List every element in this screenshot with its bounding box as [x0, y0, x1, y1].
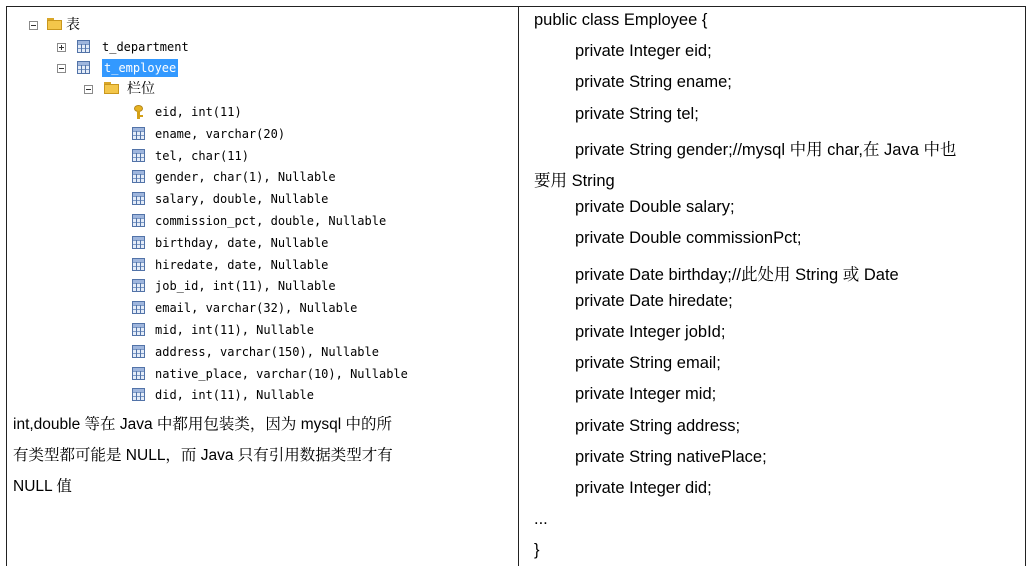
- tree-row: [7, 103, 512, 121]
- tree-row: [7, 386, 512, 404]
- tree-row: [7, 190, 512, 208]
- column-node[interactable]: birthday, date, Nullable: [155, 235, 329, 250]
- columns-folder-label[interactable]: 栏位: [127, 81, 155, 97]
- note-line: 有类型都可能是 NULL，而 Java 只有引用数据类型才有: [13, 447, 393, 464]
- tree-row: [7, 365, 512, 383]
- tree-row: [7, 147, 512, 165]
- code-line: private String tel;: [575, 104, 699, 123]
- folder-icon: [47, 18, 62, 30]
- column-node[interactable]: salary, double, Nullable: [155, 192, 329, 207]
- tree-row: [7, 38, 512, 56]
- column-icon: [132, 301, 145, 314]
- tree-row: [7, 212, 512, 230]
- table-icon: [77, 61, 90, 74]
- code-line: private Integer jobId;: [575, 323, 726, 341]
- code-line: private Date birthday;//此处用 String 或 Date: [575, 265, 899, 284]
- column-node[interactable]: tel, char(11): [155, 148, 249, 163]
- table-node-t_employee[interactable]: t_employee: [104, 61, 177, 75]
- folder-icon: [104, 82, 119, 94]
- key-icon: [132, 105, 145, 119]
- tree-root-label[interactable]: 表: [66, 17, 80, 33]
- column-node[interactable]: job_id, int(11), Nullable: [155, 279, 336, 294]
- column-icon: [132, 388, 145, 401]
- column-node[interactable]: gender, char(1), Nullable: [155, 170, 336, 185]
- note-line: NULL 值: [13, 478, 72, 495]
- column-icon: [132, 345, 145, 358]
- tree-row: [7, 299, 512, 317]
- code-line: private Integer did;: [575, 479, 712, 497]
- code-line: private Integer mid;: [575, 385, 717, 404]
- code-line: private String email;: [575, 354, 721, 373]
- table-node-t_department[interactable]: t_department: [102, 40, 189, 54]
- column-icon: [132, 323, 145, 336]
- code-line: ...: [534, 510, 548, 529]
- collapse-columns-toggle[interactable]: [84, 85, 93, 94]
- tree-row: [7, 125, 512, 143]
- column-node[interactable]: native_place, varchar(10), Nullable: [155, 366, 408, 381]
- column-node[interactable]: did, int(11), Nullable: [155, 388, 314, 403]
- column-icon: [132, 214, 145, 227]
- tree-row: [7, 256, 512, 274]
- left-cell: [7, 7, 518, 566]
- right-cell: [519, 7, 1025, 566]
- code-line: private Integer eid;: [575, 42, 712, 61]
- column-icon: [132, 127, 145, 140]
- collapse-table-toggle[interactable]: [57, 64, 66, 73]
- code-line: private String nativePlace;: [575, 447, 767, 466]
- column-node[interactable]: email, varchar(32), Nullable: [155, 301, 358, 316]
- code-line: 要用 String: [534, 172, 615, 190]
- column-icon: [132, 192, 145, 205]
- tree-row: [7, 16, 512, 34]
- column-node[interactable]: hiredate, date, Nullable: [155, 257, 329, 272]
- column-icon: [132, 236, 145, 249]
- column-node[interactable]: eid, int(11): [155, 105, 242, 119]
- code-line: private String gender;//mysql 中用 char,在 Java 中也: [575, 140, 957, 159]
- column-node[interactable]: address, varchar(150), Nullable: [155, 344, 379, 359]
- column-icon: [132, 258, 145, 271]
- code-line: private String address;: [575, 416, 741, 435]
- code-line: private Date hiredate;: [575, 291, 733, 310]
- code-line: private String ename;: [575, 73, 732, 92]
- code-line: private Double salary;: [575, 198, 735, 217]
- column-icon: [132, 279, 145, 292]
- column-icon: [132, 170, 145, 183]
- table-icon: [77, 40, 90, 53]
- code-line: }: [534, 541, 540, 560]
- tree-row: [7, 321, 512, 339]
- tree-row: [7, 80, 512, 98]
- column-icon: [132, 149, 145, 162]
- tree-row: [7, 234, 512, 252]
- tree-row: [7, 277, 512, 295]
- tree-row: [7, 343, 512, 361]
- collapse-root-toggle[interactable]: [29, 21, 38, 30]
- column-node[interactable]: mid, int(11), Nullable: [155, 323, 314, 337]
- code-line: public class Employee {: [534, 11, 708, 29]
- tree-row: [7, 59, 512, 77]
- column-node[interactable]: commission_pct, double, Nullable: [155, 214, 387, 228]
- column-icon: [132, 367, 145, 380]
- explanation-note: [13, 409, 511, 502]
- code-line: private Double commissionPct;: [575, 229, 802, 248]
- tree-row: [7, 168, 512, 186]
- note-line: int,double 等在 Java 中都用包装类，因为 mysql 中的所: [13, 416, 392, 433]
- column-node[interactable]: ename, varchar(20): [155, 126, 286, 141]
- expand-table-toggle[interactable]: [57, 43, 66, 52]
- document-table: [6, 6, 1026, 566]
